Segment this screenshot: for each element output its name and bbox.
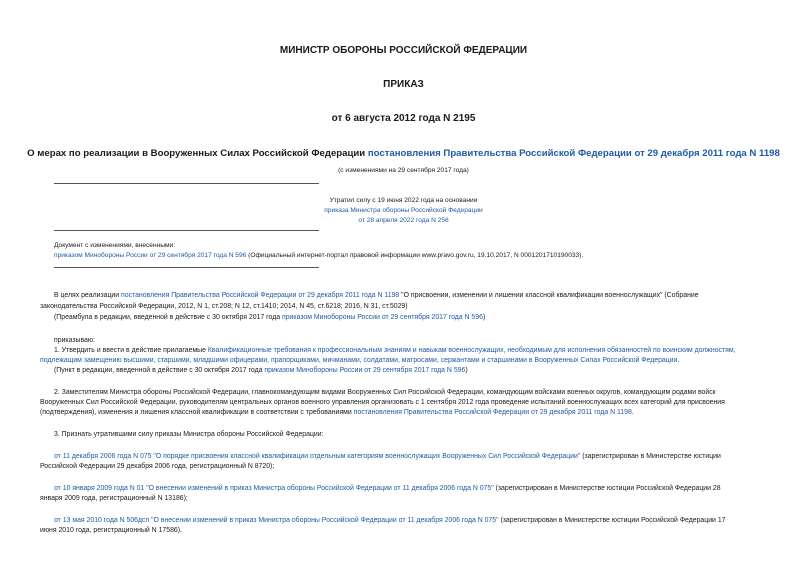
title-text: О мерах по реализации в Вооруженных Силах Российской Федерации — [27, 148, 368, 159]
item1-note — [54, 366, 468, 377]
status-link-2[interactable]: от 28 апреля 2022 года N 256 — [358, 217, 449, 224]
item2-text: (подтверждения), изменения и лишения классной квалификации в соответствии с требованиями — [40, 409, 354, 416]
changes-note: (с изменениями на 29 сентября 2017 года) — [338, 167, 469, 174]
order-word: приказываю: — [54, 337, 95, 344]
amended-rest: (Официальный интернет-портал правовой информации www.pravo.gov.ru, 19.10.2017, N 0001201710190033). — [246, 252, 584, 259]
status-link-1[interactable]: приказа Министра обороны Российской Федерации — [324, 207, 483, 214]
note-link[interactable]: приказом Минобороны России от 29 сентября 2017 года N 596 — [281, 314, 483, 321]
divider — [54, 267, 319, 268]
note-link[interactable]: приказом Минобороны России от 29 сентября 2017 года N 596 — [264, 367, 466, 374]
item3-entry-2-cont: января 2009 года, регистрационный N 13186); — [40, 495, 188, 502]
title-link[interactable]: постановления Правительства Российской Федерации от 29 декабря 2011 года N 1198 — [367, 148, 780, 159]
item1-line-2 — [40, 356, 679, 367]
doc-title — [0, 148, 807, 159]
item3-entry-2 — [54, 484, 721, 495]
item3-entry-3-cont: июня 2010 года, регистрационный N 17586). — [40, 527, 182, 534]
item2-line-1: 2. Заместителям Министра обороны Российской Федерации, главнокомандующим видами Вооруженных Сил Российской Федерации, командующим войсками военных округов, командующим родами войск — [54, 389, 716, 396]
amended-link[interactable]: приказом Минобороны России от 29 сентября 2017 года N 596 — [54, 252, 247, 259]
preamble-note — [54, 313, 485, 324]
item1-text-end: . — [677, 357, 680, 364]
entry-link[interactable]: от 13 мая 2010 года N 506дсп "О внесении изменений в приказ Министра обороны Российской Федерации от 11 декабря 2006 года N 075" — [54, 517, 499, 524]
entry-text: (зарегистрирован в Министерстве юстиции Российской Федерации 28 — [493, 485, 721, 492]
preamble-line-1 — [54, 291, 754, 302]
preamble-line-2: законодательства Российской Федерации, 2012, N 1, ст.208; N 12, ст.1410; 2014, N 45, ст.6218; 2016, N 31, ст.5029) — [40, 303, 408, 310]
doc-type: ПРИКАЗ — [383, 79, 424, 90]
entry-link[interactable]: от 11 декабря 2006 года N 075 "О порядке присвоения классной квалификации отдельным категориям военнослужащих Вооруженных Сил Российской Федерации" — [54, 453, 581, 460]
amended-label: Документ с изменениями, внесенными: — [54, 242, 176, 249]
amended-line — [54, 251, 583, 261]
ministry-heading: МИНИСТР ОБОРОНЫ РОССИЙСКОЙ ФЕДЕРАЦИИ — [279, 45, 528, 56]
divider — [54, 183, 319, 184]
divider — [54, 230, 319, 231]
note-text-end: ) — [465, 367, 468, 374]
item1-line-1 — [54, 346, 736, 357]
preamble-text-2: "О присвоении, изменении и лишении классной квалификации военнослужащих" (Собрание — [399, 292, 699, 299]
item3-heading: 3. Признать утратившими силу приказы Министра обороны Российской Федерации: — [54, 431, 324, 438]
item1-link[interactable]: Квалификационные требования к профессиональным знаниям и навыкам военнослужащих, необходимым для исполнения обязанностей по воинским должностям, — [207, 347, 736, 354]
note-text: (Пункт в редакции, введенной в действие с 30 октября 2017 года — [54, 367, 265, 374]
entry-text: (зарегистрирован в Министерстве юстиции Российской Федерации 17 — [498, 517, 726, 524]
item1-text: 1. Утвердить и ввести в действие прилагаемые — [54, 347, 208, 354]
item3-entry-1-cont: Российской Федерации 29 декабря 2006 года, регистрационный N 8720); — [40, 463, 275, 470]
entry-text: (зарегистрирован в Министерстве юстиции — [580, 453, 721, 460]
note-text-end: ) — [482, 314, 486, 321]
item2-line-3 — [40, 408, 634, 419]
item2-line-2: Вооруженных Сил Российской Федерации, руководителям центральных органов военного управления организовать с 1 сентября 2012 года проведение испытаний военнослужащих всех категорий для присвоения — [40, 399, 725, 406]
item2-link[interactable]: постановления Правительства Российской Федерации от 29 декабря 2011 года N 1198 — [353, 409, 632, 416]
item3-entry-1 — [54, 452, 721, 463]
entry-link[interactable]: от 10 января 2009 года N 01 "О внесении изменений в приказ Министра обороны Российской Федерации от 11 декабря 2006 года N 075" — [54, 485, 494, 492]
item1-link-cont[interactable]: подлежащим замещению высшими, старшими, младшими офицерами, прапорщиками, мичманами, солдатами, матросами, сержантами и старшинами в Вооруженных Силах Российской Федерации — [40, 357, 678, 364]
preamble-text: В целях реализации — [54, 292, 122, 299]
doc-date-number: от 6 августа 2012 года N 2195 — [331, 113, 476, 124]
preamble-link[interactable]: постановления Правительства Российской Федерации от 29 декабря 2011 года N 1198 — [121, 292, 400, 299]
item3-entry-3 — [54, 516, 725, 527]
item2-text-end: . — [631, 409, 634, 416]
note-text: (Преамбула в редакции, введенной в действие с 30 октября 2017 года — [54, 314, 282, 321]
status-line-1: Утратил силу с 19 июня 2022 года на основании — [329, 197, 478, 204]
